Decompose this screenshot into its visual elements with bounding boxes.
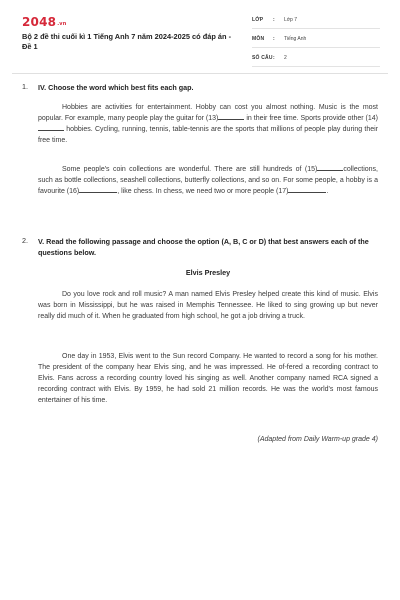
passage-paragraph: One day in 1953, Elvis went to the Sun record Company. He wanted to record a song for his mother. The president of the company hear Elvis sing, and he was impressed. He of-fered a recording contract to Elvis. Fans across a recording country loved his singing as well. Another company named RCA signed a recording contract with Elvis. By 1959, he had sold 21 million records. He was the world's most famous entertainer of his time. <box>38 353 378 404</box>
meta-value: Lớp 7 <box>284 17 298 23</box>
question-2 <box>22 236 378 456</box>
logo-suffix: .vn <box>57 21 67 27</box>
answer-gap-17[interactable] <box>288 186 326 193</box>
answer-gap-16[interactable] <box>79 186 117 193</box>
answer-gap-14[interactable] <box>38 124 64 131</box>
document-header <box>0 0 400 70</box>
question-instruction: V. Read the following passage and choose the option (A, B, C or D) that best answers each of the questions below. <box>38 237 369 257</box>
question-number: 1. <box>22 82 28 91</box>
meta-label: MÔN <box>252 36 265 42</box>
meta-value: Tiếng Anh <box>284 36 307 42</box>
document-title: Bộ 2 đề thi cuối kì 1 Tiếng Anh 7 năm 2024-2025 có đáp án - Đề 1 <box>22 32 232 51</box>
meta-label: SỐ CÂU <box>252 55 273 61</box>
meta-value: 2 <box>284 55 287 61</box>
meta-label: LỚP <box>252 17 264 23</box>
meta-info <box>252 14 380 71</box>
question-instruction: IV. Choose the word which best fits each gap. <box>38 83 194 92</box>
meta-row-class: LỚP : Lớp 7 <box>252 14 380 29</box>
site-logo[interactable] <box>22 15 67 29</box>
header-divider <box>12 73 388 74</box>
answer-gap-13[interactable] <box>218 113 244 120</box>
passage-source: (Adapted from Daily Warm-up grade 4) <box>257 436 378 443</box>
answer-gap-15[interactable] <box>317 164 343 171</box>
meta-row-question-count: SỐ CÂU : 2 <box>252 52 380 67</box>
passage-paragraph: Some people's coin collections are wonderful. There are still hundreds of (15) collections, such as bottle collections, seashell collections, butterfly collections, and so on. For some people, a hobby is a favourite (16) , like chess. In chess, we need two or more people (17) . <box>38 166 378 195</box>
question-number: 2. <box>22 236 28 245</box>
meta-row-subject: MÔN : Tiếng Anh <box>252 33 380 48</box>
question-1 <box>22 82 378 222</box>
passage-paragraph: Hobbies are activities for entertainment. Hobby can cost you almost nothing. Music is the most popular. For example, many people play the guitar for (13) in their free time. Sports provide other (14) hobbies. Cycling, running, tennis, table-tennis are the sports that millions of people play during their free time. <box>38 104 379 144</box>
logo-text: 2048 <box>22 15 57 29</box>
passage-title: Elvis Presley <box>185 268 231 277</box>
passage-paragraph: Do you love rock and roll music? A man named Elvis Presley helped create this kind of music. Elvis was born in Mississippi, but he was raised in Memphis Tennessee. He liked to sing growing up but never really did much of it. When he graduated from high school, he got a job driving a truck. <box>38 291 378 320</box>
